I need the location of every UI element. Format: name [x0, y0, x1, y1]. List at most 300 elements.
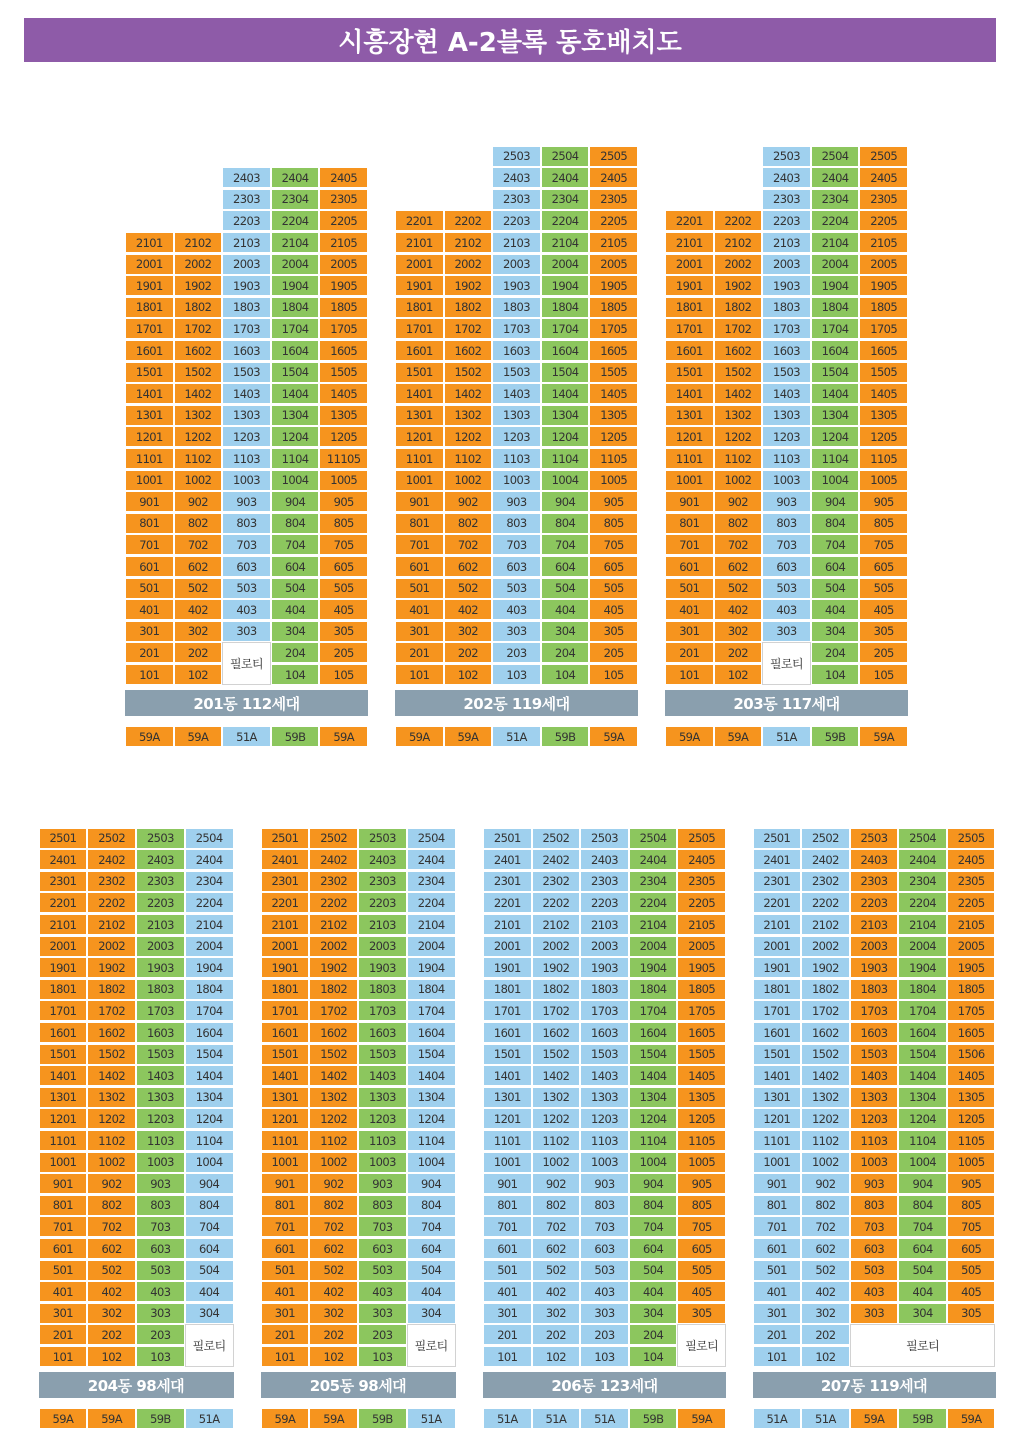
unit-cell[interactable]: 1103	[762, 448, 811, 469]
unit-cell[interactable]: 1704	[541, 318, 590, 339]
unit-cell[interactable]: 1004	[541, 470, 590, 491]
unit-cell[interactable]: 404	[271, 599, 320, 620]
unit-cell[interactable]: 1804	[541, 297, 590, 318]
unit-cell[interactable]: 1601	[395, 340, 444, 361]
unit-cell[interactable]: 1903	[492, 275, 541, 296]
unit-cell[interactable]: 202	[174, 642, 223, 663]
unit-cell[interactable]: 1902	[532, 957, 581, 978]
unit-cell[interactable]: 2503	[358, 828, 407, 849]
unit-cell[interactable]: 2004	[407, 936, 456, 957]
unit-cell[interactable]: 101	[39, 1346, 88, 1367]
unit-cell[interactable]: 702	[801, 1216, 850, 1237]
unit-cell[interactable]: 1503	[850, 1044, 899, 1065]
unit-cell[interactable]: 505	[319, 578, 368, 599]
unit-cell[interactable]: 1101	[665, 448, 714, 469]
unit-cell[interactable]: 105	[319, 664, 368, 685]
unit-cell[interactable]: 502	[801, 1260, 850, 1281]
unit-cell[interactable]: 1505	[677, 1044, 726, 1065]
unit-cell[interactable]: 2104	[271, 232, 320, 253]
unit-cell[interactable]: 1703	[850, 1000, 899, 1021]
unit-cell[interactable]: 1502	[801, 1044, 850, 1065]
unit-cell[interactable]: 2005	[859, 254, 908, 275]
unit-cell[interactable]: 405	[677, 1281, 726, 1302]
unit-cell[interactable]: 1904	[811, 275, 860, 296]
unit-cell[interactable]: 501	[261, 1260, 310, 1281]
unit-cell[interactable]: 404	[407, 1281, 456, 1302]
unit-cell[interactable]: 1506	[947, 1044, 996, 1065]
unit-cell[interactable]: 2503	[850, 828, 899, 849]
unit-cell[interactable]: 901	[39, 1173, 88, 1194]
unit-cell[interactable]: 402	[714, 599, 763, 620]
unit-cell[interactable]: 2005	[947, 936, 996, 957]
unit-cell[interactable]: 201	[261, 1324, 310, 1345]
unit-cell[interactable]: 1001	[39, 1152, 88, 1173]
unit-cell[interactable]: 802	[444, 513, 493, 534]
unit-cell[interactable]: 604	[811, 556, 860, 577]
unit-cell[interactable]: 902	[309, 1173, 358, 1194]
unit-cell[interactable]: 2201	[483, 892, 532, 913]
unit-cell[interactable]: 2404	[407, 849, 456, 870]
unit-cell[interactable]: 303	[136, 1303, 185, 1324]
unit-cell[interactable]: 405	[947, 1281, 996, 1302]
unit-cell[interactable]: 2103	[762, 232, 811, 253]
unit-cell[interactable]: 905	[319, 491, 368, 512]
unit-cell[interactable]: 805	[319, 513, 368, 534]
unit-cell[interactable]: 503	[850, 1260, 899, 1281]
unit-cell[interactable]: 402	[444, 599, 493, 620]
unit-cell[interactable]: 104	[541, 664, 590, 685]
unit-cell[interactable]: 603	[850, 1238, 899, 1259]
unit-cell[interactable]: 804	[185, 1195, 234, 1216]
unit-cell[interactable]: 2501	[39, 828, 88, 849]
unit-cell[interactable]: 1704	[811, 318, 860, 339]
unit-cell[interactable]: 1102	[714, 448, 763, 469]
unit-cell[interactable]: 403	[222, 599, 271, 620]
unit-cell[interactable]: 505	[677, 1260, 726, 1281]
unit-cell[interactable]: 2204	[898, 892, 947, 913]
unit-cell[interactable]: 605	[859, 556, 908, 577]
unit-cell[interactable]: 304	[898, 1303, 947, 1324]
unit-cell[interactable]: 603	[492, 556, 541, 577]
unit-cell[interactable]: 1404	[541, 383, 590, 404]
unit-cell[interactable]: 303	[492, 621, 541, 642]
unit-cell[interactable]: 201	[753, 1324, 802, 1345]
unit-cell[interactable]: 2504	[185, 828, 234, 849]
unit-cell[interactable]: 1402	[87, 1065, 136, 1086]
unit-cell[interactable]: 404	[185, 1281, 234, 1302]
unit-cell[interactable]: 2102	[174, 232, 223, 253]
unit-cell[interactable]: 1004	[898, 1152, 947, 1173]
unit-cell[interactable]: 902	[532, 1173, 581, 1194]
unit-cell[interactable]: 1402	[801, 1065, 850, 1086]
unit-cell[interactable]: 1003	[762, 470, 811, 491]
unit-cell[interactable]: 2502	[532, 828, 581, 849]
unit-cell[interactable]: 1405	[947, 1065, 996, 1086]
unit-cell[interactable]: 1203	[580, 1108, 629, 1129]
unit-cell[interactable]: 1905	[947, 957, 996, 978]
unit-cell[interactable]: 1103	[850, 1130, 899, 1151]
unit-cell[interactable]: 2202	[801, 892, 850, 913]
unit-cell[interactable]: 1501	[39, 1044, 88, 1065]
unit-cell[interactable]: 1204	[811, 426, 860, 447]
unit-cell[interactable]: 1203	[762, 426, 811, 447]
unit-cell[interactable]: 1901	[753, 957, 802, 978]
unit-cell[interactable]: 902	[714, 491, 763, 512]
unit-cell[interactable]: 1101	[125, 448, 174, 469]
unit-cell[interactable]: 703	[762, 534, 811, 555]
unit-cell[interactable]: 703	[850, 1216, 899, 1237]
unit-cell[interactable]: 903	[580, 1173, 629, 1194]
unit-cell[interactable]: 2201	[395, 210, 444, 231]
unit-cell[interactable]: 102	[87, 1346, 136, 1367]
unit-cell[interactable]: 1301	[261, 1087, 310, 1108]
unit-cell[interactable]: 201	[39, 1324, 88, 1345]
unit-cell[interactable]: 2002	[801, 936, 850, 957]
unit-cell[interactable]: 101	[395, 664, 444, 685]
unit-cell[interactable]: 204	[541, 642, 590, 663]
unit-cell[interactable]: 801	[261, 1195, 310, 1216]
unit-cell[interactable]: 1702	[174, 318, 223, 339]
unit-cell[interactable]: 1604	[541, 340, 590, 361]
unit-cell[interactable]: 105	[589, 664, 638, 685]
unit-cell[interactable]: 1801	[395, 297, 444, 318]
unit-cell[interactable]: 2003	[222, 254, 271, 275]
unit-cell[interactable]: 1102	[174, 448, 223, 469]
unit-cell[interactable]: 2405	[319, 167, 368, 188]
unit-cell[interactable]: 2203	[850, 892, 899, 913]
unit-cell[interactable]: 1801	[261, 979, 310, 1000]
unit-cell[interactable]: 2305	[589, 189, 638, 210]
unit-cell[interactable]: 2203	[358, 892, 407, 913]
unit-cell[interactable]: 703	[580, 1216, 629, 1237]
unit-cell[interactable]: 701	[483, 1216, 532, 1237]
unit-cell[interactable]: 2202	[532, 892, 581, 913]
unit-cell[interactable]: 303	[358, 1303, 407, 1324]
unit-cell[interactable]: 2101	[261, 914, 310, 935]
unit-cell[interactable]: 1301	[753, 1087, 802, 1108]
unit-cell[interactable]: 904	[811, 491, 860, 512]
unit-cell[interactable]: 2204	[271, 210, 320, 231]
unit-cell[interactable]: 202	[87, 1324, 136, 1345]
unit-cell[interactable]: 2403	[492, 167, 541, 188]
unit-cell[interactable]: 1605	[677, 1022, 726, 1043]
unit-cell[interactable]: 1303	[492, 405, 541, 426]
unit-cell[interactable]: 404	[541, 599, 590, 620]
unit-cell[interactable]: 801	[39, 1195, 88, 1216]
unit-cell[interactable]: 1803	[850, 979, 899, 1000]
unit-cell[interactable]: 803	[492, 513, 541, 534]
unit-cell[interactable]: 604	[541, 556, 590, 577]
unit-cell[interactable]: 1202	[87, 1108, 136, 1129]
unit-cell[interactable]: 1804	[629, 979, 678, 1000]
unit-cell[interactable]: 705	[589, 534, 638, 555]
unit-cell[interactable]: 1905	[859, 275, 908, 296]
unit-cell[interactable]: 1604	[629, 1022, 678, 1043]
unit-cell[interactable]: 2202	[714, 210, 763, 231]
unit-cell[interactable]: 1504	[271, 362, 320, 383]
unit-cell[interactable]: 2103	[492, 232, 541, 253]
unit-cell[interactable]: 1502	[309, 1044, 358, 1065]
unit-cell[interactable]: 1501	[261, 1044, 310, 1065]
unit-cell[interactable]: 503	[358, 1260, 407, 1281]
unit-cell[interactable]: 1505	[859, 362, 908, 383]
unit-cell[interactable]: 502	[309, 1260, 358, 1281]
unit-cell[interactable]: 1302	[532, 1087, 581, 1108]
unit-cell[interactable]: 1003	[358, 1152, 407, 1173]
unit-cell[interactable]: 2102	[532, 914, 581, 935]
unit-cell[interactable]: 601	[39, 1238, 88, 1259]
unit-cell[interactable]: 504	[271, 578, 320, 599]
unit-cell[interactable]: 1303	[358, 1087, 407, 1108]
unit-cell[interactable]: 1103	[136, 1130, 185, 1151]
unit-cell[interactable]: 1204	[541, 426, 590, 447]
unit-cell[interactable]: 2303	[762, 189, 811, 210]
unit-cell[interactable]: 2504	[629, 828, 678, 849]
unit-cell[interactable]: 2302	[309, 871, 358, 892]
unit-cell[interactable]: 103	[358, 1346, 407, 1367]
unit-cell[interactable]: 2002	[444, 254, 493, 275]
unit-cell[interactable]: 205	[859, 642, 908, 663]
unit-cell[interactable]: 505	[947, 1260, 996, 1281]
unit-cell[interactable]: 903	[222, 491, 271, 512]
unit-cell[interactable]: 702	[87, 1216, 136, 1237]
unit-cell[interactable]: 303	[580, 1303, 629, 1324]
unit-cell[interactable]: 2303	[850, 871, 899, 892]
unit-cell[interactable]: 1103	[492, 448, 541, 469]
unit-cell[interactable]: 1302	[309, 1087, 358, 1108]
unit-cell[interactable]: 2305	[677, 871, 726, 892]
unit-cell[interactable]: 2404	[271, 167, 320, 188]
unit-cell[interactable]: 704	[271, 534, 320, 555]
unit-cell[interactable]: 1305	[677, 1087, 726, 1108]
unit-cell[interactable]: 1204	[407, 1108, 456, 1129]
unit-cell[interactable]: 1704	[407, 1000, 456, 1021]
unit-cell[interactable]: 305	[589, 621, 638, 642]
unit-cell[interactable]: 305	[947, 1303, 996, 1324]
unit-cell[interactable]: 2403	[136, 849, 185, 870]
unit-cell[interactable]: 1701	[665, 318, 714, 339]
unit-cell[interactable]: 2503	[136, 828, 185, 849]
unit-cell[interactable]: 2304	[629, 871, 678, 892]
unit-cell[interactable]: 2204	[407, 892, 456, 913]
unit-cell[interactable]: 504	[407, 1260, 456, 1281]
unit-cell[interactable]: 604	[898, 1238, 947, 1259]
unit-cell[interactable]: 2503	[492, 146, 541, 167]
unit-cell[interactable]: 405	[859, 599, 908, 620]
unit-cell[interactable]: 904	[898, 1173, 947, 1194]
unit-cell[interactable]: 2001	[665, 254, 714, 275]
unit-cell[interactable]: 1003	[580, 1152, 629, 1173]
unit-cell[interactable]: 304	[185, 1303, 234, 1324]
unit-cell[interactable]: 904	[407, 1173, 456, 1194]
unit-cell[interactable]: 1703	[136, 1000, 185, 1021]
unit-cell[interactable]: 602	[714, 556, 763, 577]
unit-cell[interactable]: 1102	[532, 1130, 581, 1151]
unit-cell[interactable]: 2303	[580, 871, 629, 892]
unit-cell[interactable]: 1802	[801, 979, 850, 1000]
unit-cell[interactable]: 1701	[125, 318, 174, 339]
unit-cell[interactable]: 1201	[395, 426, 444, 447]
unit-cell[interactable]: 1601	[261, 1022, 310, 1043]
unit-cell[interactable]: 703	[136, 1216, 185, 1237]
unit-cell[interactable]: 1201	[665, 426, 714, 447]
unit-cell[interactable]: 105	[859, 664, 908, 685]
unit-cell[interactable]: 1302	[444, 405, 493, 426]
unit-cell[interactable]: 302	[714, 621, 763, 642]
unit-cell[interactable]: 1402	[444, 383, 493, 404]
unit-cell[interactable]: 502	[87, 1260, 136, 1281]
unit-cell[interactable]: 604	[185, 1238, 234, 1259]
unit-cell[interactable]: 2303	[492, 189, 541, 210]
unit-cell[interactable]: 601	[753, 1238, 802, 1259]
unit-cell[interactable]: 1203	[492, 426, 541, 447]
unit-cell[interactable]: 901	[483, 1173, 532, 1194]
unit-cell[interactable]: 1604	[185, 1022, 234, 1043]
unit-cell[interactable]: 603	[762, 556, 811, 577]
unit-cell[interactable]: 2304	[898, 871, 947, 892]
unit-cell[interactable]: 1802	[87, 979, 136, 1000]
unit-cell[interactable]: 503	[492, 578, 541, 599]
unit-cell[interactable]: 2303	[222, 189, 271, 210]
unit-cell[interactable]: 803	[222, 513, 271, 534]
unit-cell[interactable]: 1904	[407, 957, 456, 978]
unit-cell[interactable]: 2202	[309, 892, 358, 913]
unit-cell[interactable]: 1504	[629, 1044, 678, 1065]
unit-cell[interactable]: 1503	[492, 362, 541, 383]
unit-cell[interactable]: 1003	[222, 470, 271, 491]
unit-cell[interactable]: 2202	[444, 210, 493, 231]
unit-cell[interactable]: 1802	[309, 979, 358, 1000]
unit-cell[interactable]: 1304	[407, 1087, 456, 1108]
unit-cell[interactable]: 1601	[39, 1022, 88, 1043]
unit-cell[interactable]: 103	[136, 1346, 185, 1367]
unit-cell[interactable]: 2002	[87, 936, 136, 957]
unit-cell[interactable]: 601	[395, 556, 444, 577]
unit-cell[interactable]: 301	[483, 1303, 532, 1324]
unit-cell[interactable]: 702	[714, 534, 763, 555]
unit-cell[interactable]: 2503	[580, 828, 629, 849]
unit-cell[interactable]: 1904	[271, 275, 320, 296]
unit-cell[interactable]: 2301	[39, 871, 88, 892]
unit-cell[interactable]: 701	[39, 1216, 88, 1237]
unit-cell[interactable]: 1103	[358, 1130, 407, 1151]
unit-cell[interactable]: 104	[629, 1346, 678, 1367]
unit-cell[interactable]: 2005	[319, 254, 368, 275]
unit-cell[interactable]: 504	[541, 578, 590, 599]
unit-cell[interactable]: 1503	[222, 362, 271, 383]
unit-cell[interactable]: 1001	[261, 1152, 310, 1173]
unit-cell[interactable]: 1902	[801, 957, 850, 978]
unit-cell[interactable]: 902	[801, 1173, 850, 1194]
unit-cell[interactable]: 704	[541, 534, 590, 555]
unit-cell[interactable]: 1301	[665, 405, 714, 426]
unit-cell[interactable]: 305	[677, 1303, 726, 1324]
unit-cell[interactable]: 401	[125, 599, 174, 620]
unit-cell[interactable]: 1704	[271, 318, 320, 339]
unit-cell[interactable]: 2205	[319, 210, 368, 231]
unit-cell[interactable]: 2403	[762, 167, 811, 188]
unit-cell[interactable]: 2104	[629, 914, 678, 935]
unit-cell[interactable]: 701	[395, 534, 444, 555]
unit-cell[interactable]: 1804	[271, 297, 320, 318]
unit-cell[interactable]: 301	[39, 1303, 88, 1324]
unit-cell[interactable]: 805	[859, 513, 908, 534]
unit-cell[interactable]: 1903	[222, 275, 271, 296]
unit-cell[interactable]: 1303	[850, 1087, 899, 1108]
unit-cell[interactable]: 2204	[185, 892, 234, 913]
unit-cell[interactable]: 1102	[801, 1130, 850, 1151]
unit-cell[interactable]: 1605	[859, 340, 908, 361]
unit-cell[interactable]: 502	[444, 578, 493, 599]
unit-cell[interactable]: 2301	[753, 871, 802, 892]
unit-cell[interactable]: 503	[222, 578, 271, 599]
unit-cell[interactable]: 1702	[87, 1000, 136, 1021]
unit-cell[interactable]: 202	[532, 1324, 581, 1345]
unit-cell[interactable]: 1002	[532, 1152, 581, 1173]
unit-cell[interactable]: 2002	[174, 254, 223, 275]
unit-cell[interactable]: 2405	[859, 167, 908, 188]
unit-cell[interactable]: 1303	[762, 405, 811, 426]
unit-cell[interactable]: 1304	[271, 405, 320, 426]
unit-cell[interactable]: 404	[811, 599, 860, 620]
unit-cell[interactable]: 2201	[665, 210, 714, 231]
unit-cell[interactable]: 1501	[483, 1044, 532, 1065]
unit-cell[interactable]: 2304	[271, 189, 320, 210]
unit-cell[interactable]: 2103	[580, 914, 629, 935]
unit-cell[interactable]: 1604	[271, 340, 320, 361]
unit-cell[interactable]: 1602	[174, 340, 223, 361]
unit-cell[interactable]: 1401	[39, 1065, 88, 1086]
unit-cell[interactable]: 104	[811, 664, 860, 685]
unit-cell[interactable]: 303	[850, 1303, 899, 1324]
unit-cell[interactable]: 1302	[714, 405, 763, 426]
unit-cell[interactable]: 1903	[358, 957, 407, 978]
unit-cell[interactable]: 603	[222, 556, 271, 577]
unit-cell[interactable]: 1902	[444, 275, 493, 296]
unit-cell[interactable]: 201	[483, 1324, 532, 1345]
unit-cell[interactable]: 403	[580, 1281, 629, 1302]
unit-cell[interactable]: 1203	[222, 426, 271, 447]
unit-cell[interactable]: 1002	[444, 470, 493, 491]
unit-cell[interactable]: 2003	[492, 254, 541, 275]
unit-cell[interactable]: 1902	[309, 957, 358, 978]
unit-cell[interactable]: 2103	[850, 914, 899, 935]
unit-cell[interactable]: 1703	[492, 318, 541, 339]
unit-cell[interactable]: 1404	[629, 1065, 678, 1086]
unit-cell[interactable]: 401	[261, 1281, 310, 1302]
unit-cell[interactable]: 2201	[261, 892, 310, 913]
unit-cell[interactable]: 1602	[532, 1022, 581, 1043]
unit-cell[interactable]: 402	[801, 1281, 850, 1302]
unit-cell[interactable]: 2001	[125, 254, 174, 275]
unit-cell[interactable]: 1604	[811, 340, 860, 361]
unit-cell[interactable]: 1702	[444, 318, 493, 339]
unit-cell[interactable]: 1303	[136, 1087, 185, 1108]
unit-cell[interactable]: 2402	[309, 849, 358, 870]
unit-cell[interactable]: 1204	[629, 1108, 678, 1129]
unit-cell[interactable]: 1605	[319, 340, 368, 361]
unit-cell[interactable]: 1002	[87, 1152, 136, 1173]
unit-cell[interactable]: 1501	[395, 362, 444, 383]
unit-cell[interactable]: 1604	[898, 1022, 947, 1043]
unit-cell[interactable]: 1802	[532, 979, 581, 1000]
unit-cell[interactable]: 603	[136, 1238, 185, 1259]
unit-cell[interactable]: 604	[271, 556, 320, 577]
unit-cell[interactable]: 1702	[801, 1000, 850, 1021]
unit-cell[interactable]: 2104	[185, 914, 234, 935]
unit-cell[interactable]: 1502	[87, 1044, 136, 1065]
unit-cell[interactable]: 204	[271, 642, 320, 663]
